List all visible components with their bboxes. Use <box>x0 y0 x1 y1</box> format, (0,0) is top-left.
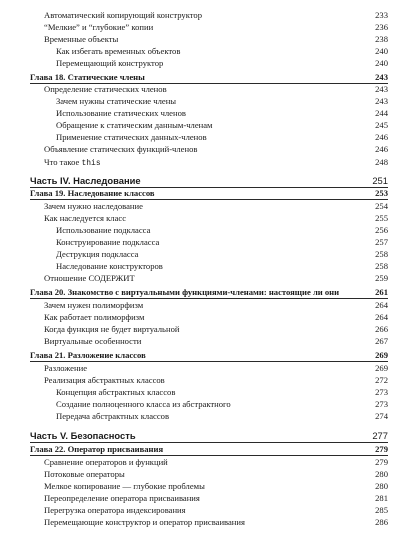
section-divider <box>30 199 388 200</box>
toc-entry <box>0 201 400 212</box>
toc-page-number: 243 <box>375 72 388 82</box>
toc-entry-title: Конструирование подкласса <box>56 237 160 247</box>
toc-entry-title: Часть IV. Наследование <box>30 175 141 186</box>
toc-page-number: 280 <box>375 469 388 479</box>
toc-page-number: 246 <box>375 132 388 142</box>
toc-entry <box>0 493 400 504</box>
toc-page-number: 279 <box>375 444 388 454</box>
toc-entry-title: Создание полноценного класса из абстрактного <box>56 399 231 409</box>
toc-page-number: 240 <box>375 46 388 56</box>
toc-entry <box>0 58 400 69</box>
toc-entry <box>0 273 400 284</box>
toc-entry-title: Виртуальные особенности <box>44 336 142 346</box>
toc-entry-title: Перегрузка оператора индексирования <box>44 505 186 515</box>
toc-entry-title: Как наследуется класс <box>44 213 127 223</box>
toc-page-number: 240 <box>375 58 388 68</box>
toc-entry-title: Сравнение операторов и функций <box>44 457 168 467</box>
toc-entry <box>0 157 400 168</box>
toc-page-number: 279 <box>375 457 388 467</box>
toc-page-number: 258 <box>375 249 388 259</box>
toc-page-number: 245 <box>375 120 388 130</box>
toc-page-number: 251 <box>372 175 388 186</box>
toc-chapter-entry <box>0 188 400 199</box>
toc-page-number: 269 <box>375 363 388 373</box>
toc-entry <box>0 10 400 21</box>
toc-chapter-entry <box>0 72 400 83</box>
toc-entry <box>0 517 400 528</box>
toc-entry-title: Зачем нужен полиморфизм <box>44 300 144 310</box>
toc-entry <box>0 336 400 347</box>
toc-entry <box>0 324 400 335</box>
toc-page-number: 254 <box>375 201 388 211</box>
toc-page-number: 272 <box>375 375 388 385</box>
toc-page-number: 253 <box>375 188 388 198</box>
toc-page-number: 281 <box>375 493 388 503</box>
toc-page-number: 266 <box>375 324 388 334</box>
toc-entry-title: Отношение СОДЕРЖИТ <box>44 273 135 283</box>
toc-entry-title: Деструкция подкласса <box>56 249 139 259</box>
toc-entry <box>0 249 400 260</box>
toc-entry-title: Объявление статических функций-членов <box>44 144 198 154</box>
toc-page-number: 255 <box>375 213 388 223</box>
toc-entry <box>0 225 400 236</box>
toc-page-number: 238 <box>375 34 388 44</box>
toc-entry <box>0 34 400 45</box>
toc-page-number: 243 <box>375 96 388 106</box>
toc-page-number: 246 <box>375 144 388 154</box>
toc-entry-title: Глава 20. Знакомство с виртуальными функциями-членами: настоящие ли они <box>30 287 340 297</box>
toc-entry-title: Как работает полиморфизм <box>44 312 145 322</box>
toc-entry-title: Временные объекты <box>44 34 119 44</box>
toc-entry <box>0 132 400 143</box>
toc-page-number: 258 <box>375 261 388 271</box>
toc-entry-title: Обращение к статическим данным-членам <box>56 120 213 130</box>
toc-entry-title: Наследование конструкторов <box>56 261 163 271</box>
toc-page-number: 236 <box>375 22 388 32</box>
toc-entry-title: Зачем нужно наследование <box>44 201 143 211</box>
toc-entry-title: Глава 18. Статические члены <box>30 72 145 82</box>
toc-entry-title: Определение статических членов <box>44 84 167 94</box>
toc-page-number: 257 <box>375 237 388 247</box>
toc-entry <box>0 300 400 311</box>
toc-entry-title: Использование статических членов <box>56 108 186 118</box>
toc-page-number: 243 <box>375 84 388 94</box>
toc-entry <box>0 457 400 468</box>
toc-entry <box>0 481 400 492</box>
toc-entry-title: Когда функция не будет виртуальной <box>44 324 180 334</box>
toc-chapter-entry <box>0 287 400 298</box>
toc-entry-title: Зачем нужны статические члены <box>56 96 177 106</box>
toc-page-number: 256 <box>375 225 388 235</box>
toc-entry-title: Глава 19. Наследование классов <box>30 188 155 198</box>
toc-entry <box>0 22 400 33</box>
toc-entry <box>0 312 400 323</box>
toc-entry-title: Автоматический копирующий конструктор <box>44 10 203 20</box>
section-divider <box>30 298 388 299</box>
toc-entry-title: Часть V. Безопасность <box>30 430 136 441</box>
toc-entry-title: Потоковые операторы <box>44 469 125 479</box>
toc-entry-title: Использование подкласса <box>56 225 151 235</box>
toc-page-number: 285 <box>375 505 388 515</box>
toc-entry-title: Перемещающие конструктор и оператор присваивания <box>44 517 245 527</box>
section-divider <box>30 455 388 456</box>
toc-page-number: 233 <box>375 10 388 20</box>
toc-entry-title: Перемещающий конструктор <box>56 58 164 68</box>
toc-entry <box>0 261 400 272</box>
toc-entry <box>0 469 400 480</box>
toc-page-number: 264 <box>375 300 388 310</box>
toc-page-number: 273 <box>375 387 388 397</box>
toc-page-number: 264 <box>375 312 388 322</box>
toc-entry-title: Глава 22. Оператор присваивания <box>30 444 164 454</box>
toc-entry <box>0 213 400 224</box>
section-divider <box>30 442 388 443</box>
toc-page-number: 280 <box>375 481 388 491</box>
toc-entry <box>0 120 400 131</box>
toc-page-number: 259 <box>375 273 388 283</box>
toc-entry <box>0 387 400 398</box>
toc-entry-title: Глава 21. Разложение классов <box>30 350 146 360</box>
toc-chapter-entry <box>0 444 400 455</box>
toc-entry <box>0 399 400 410</box>
toc-page-number: 277 <box>372 430 388 441</box>
toc-entry-title: “Мелкие” и “глубокие” копии <box>44 22 154 32</box>
toc-entry <box>0 96 400 107</box>
toc-page-number: 286 <box>375 517 388 527</box>
toc-entry <box>0 411 400 422</box>
toc-entry <box>0 46 400 57</box>
toc-chapter-entry <box>0 350 400 361</box>
toc-entry-title: Мелкое копирование — глубокие проблемы <box>44 481 205 491</box>
toc-page-number: 248 <box>375 157 388 167</box>
toc-entry-title: Передача абстрактных классов <box>56 411 170 421</box>
toc-entry <box>0 237 400 248</box>
toc-entry-title: Применение статических данных-членов <box>56 132 207 142</box>
toc-entry <box>0 375 400 386</box>
toc-entry-title: Концепция абстрактных классов <box>56 387 176 397</box>
code-keyword: this <box>81 159 101 168</box>
toc-page-number: 274 <box>375 411 388 421</box>
toc-page-number: 273 <box>375 399 388 409</box>
toc-part-entry <box>0 430 400 441</box>
toc-entry <box>0 108 400 119</box>
toc-entry <box>0 505 400 516</box>
toc-entry-title: Как избегать временных объектов <box>56 46 181 56</box>
toc-entry-title: Разложение <box>44 363 88 373</box>
toc-page-number: 269 <box>375 350 388 360</box>
toc-page-number: 261 <box>375 287 388 297</box>
toc-entry <box>0 144 400 155</box>
toc-part-entry <box>0 175 400 186</box>
toc-page-number: 244 <box>375 108 388 118</box>
toc-entry <box>0 363 400 374</box>
section-divider <box>30 361 388 362</box>
toc-entry <box>0 84 400 95</box>
toc-entry-title: Реализация абстрактных классов <box>44 375 165 385</box>
toc-entry-title: Что такое this <box>44 157 101 168</box>
toc-entry-title: Переопределение оператора присваивания <box>44 493 200 503</box>
toc-page-number: 267 <box>375 336 388 346</box>
